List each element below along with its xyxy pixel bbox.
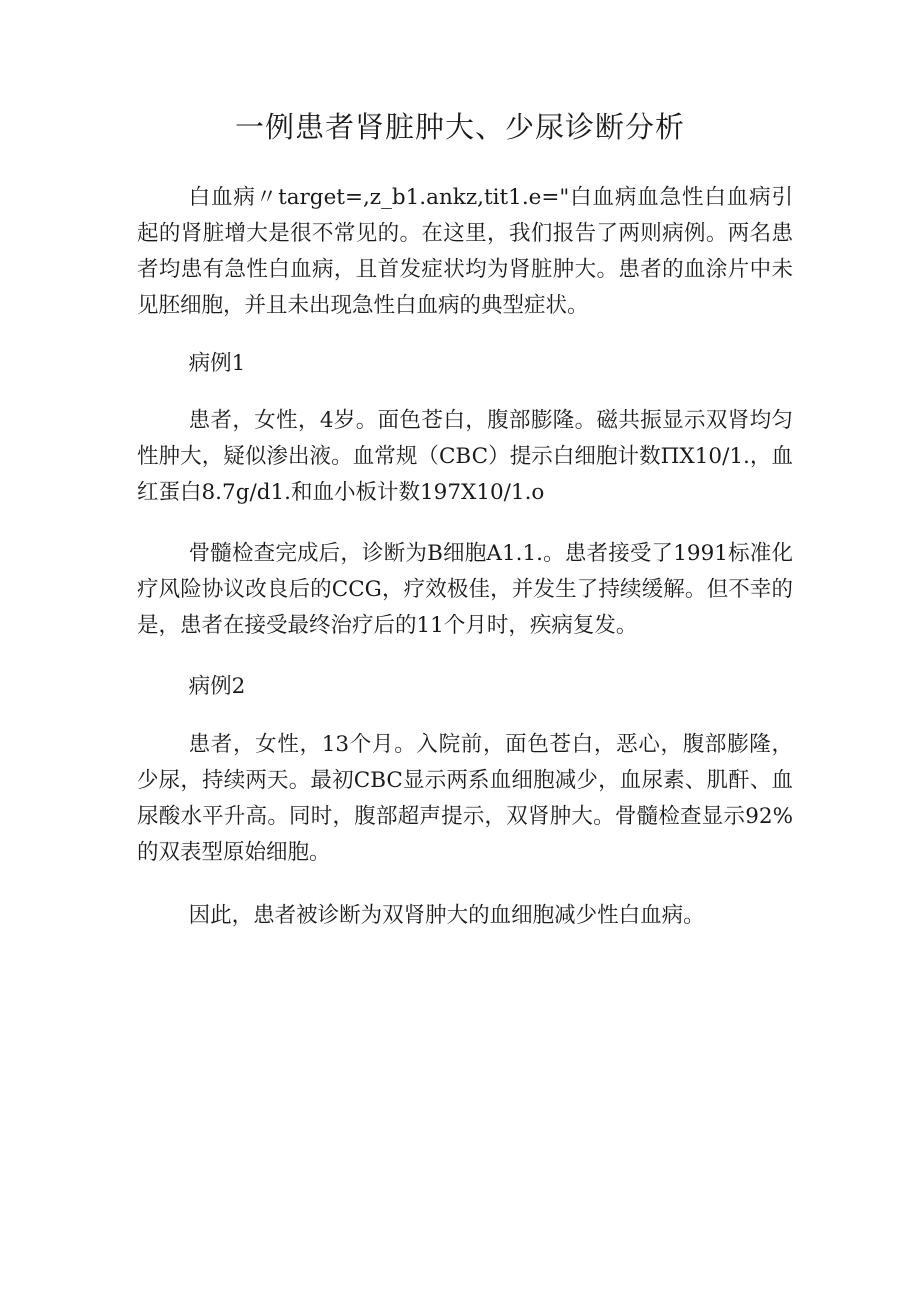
paragraph-case-1-presentation: 患者，女性，4岁。面色苍白，腹部膨隆。磁共振显示双肾均匀性肿大，疑似渗出液。血常规（CBC）提示白细胞计数ΠX10/1.，血红蛋白8.7g/d1.和血小板计数197X10/1.o xyxy=(137,408,793,505)
section-heading-case-1: 病例1 xyxy=(188,351,246,376)
paragraph-case-2-diagnosis: 因此，患者被诊断为双肾肿大的血细胞减少性白血病。 xyxy=(188,903,705,928)
section-heading-case-2: 病例2 xyxy=(188,674,246,699)
document-body xyxy=(137,180,793,934)
paragraph-case-2-presentation: 患者，女性，13个月。入院前，面色苍白，恶心，腹部膨隆，少尿，持续两天。最初CBC显示两系血细胞减少，血尿素、肌酐、血尿酸水平升高。同时，腹部超声提示，双肾肿大。骨髓检查显示92%的双表型原始细胞。 xyxy=(137,732,793,865)
paragraph-intro: 白血病〃target=,z_b1.ankz,tit1.e="白血病血急性白血病引起的肾脏增大是很不常见的。在这里，我们报告了两则病例。两名患者均患有急性白血病，且首发症状均为肾脏肿大。患者的血涂片中未见胚细胞，并且未出现急性白血病的典型症状。 xyxy=(137,185,793,318)
document-title: 一例患者肾脏肿大、少尿诊断分析 xyxy=(234,110,685,144)
paragraph-case-1-diagnosis: 骨髓检查完成后，诊断为B细胞A1.1.。患者接受了1991标准化疗风险协议改良后的CCG，疗效极佳，并发生了持续缓解。但不幸的是，患者在接受最终治疗后的11个月时，疾病复发。 xyxy=(137,541,793,638)
